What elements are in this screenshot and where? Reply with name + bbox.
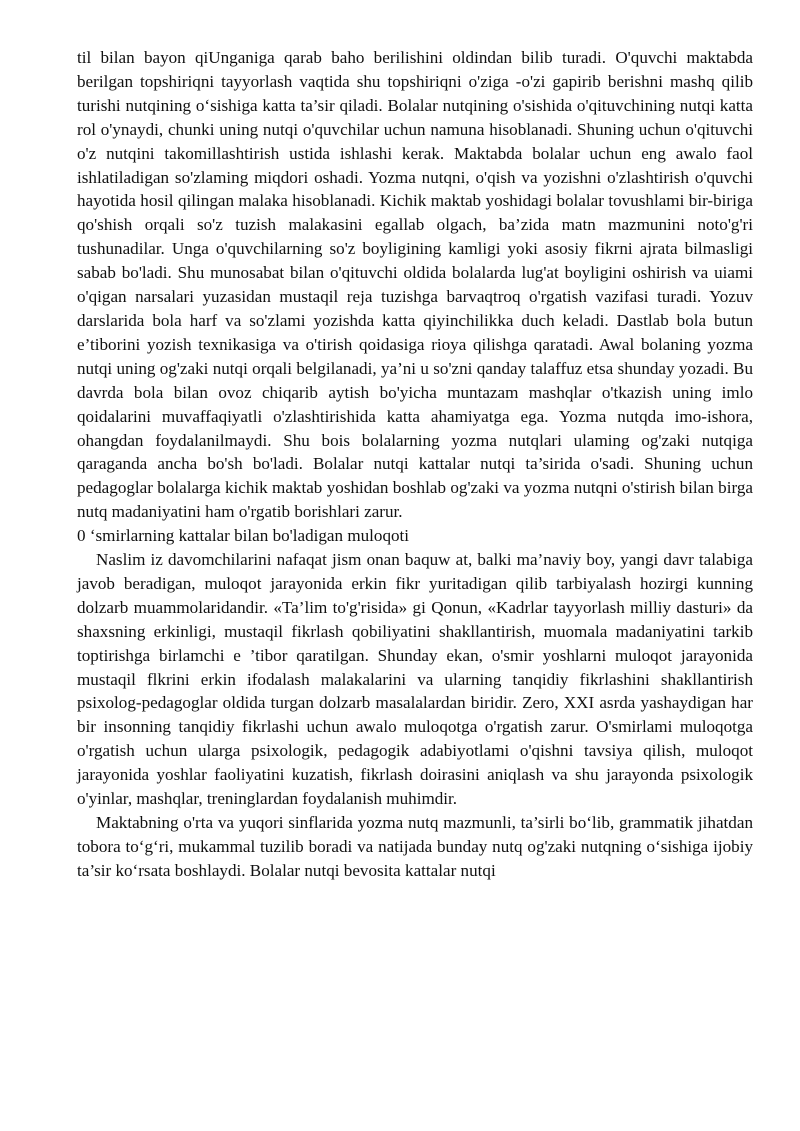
body-paragraph: Naslim iz davomchilarini nafaqat jism onan baquw at, balki ma’naviy boy, yangi davr talabiga javob beradigan, muloqot jarayonida erkin fikr yuritadigan qilib tarbiyalash hozirgi kunning dolzarb muammolaridandir. «Ta’lim to'g'risida» gi Qonun, «Kadrlar tayyorlash milliy dasturi» da shaxsning erkinligi, mustaqil fikrlash qobiliyatini shakllantirish, muomala madaniyatini tarkib toptirishga birlamchi e ’tibor qaratilgan. Shunday ekan, o'smir yoshlarni muloqot jarayonida mustaqil flkrini erkin ifodalash malakalarini va ularning tanqidiy fikrlashini shakllantirish psixolog-pedagoglar oldida turgan dolzarb masalalardan biridir. Zero, XXI asrda yashaydigan har bir insonning tanqidiy fikrlashi uchun awalo muloqotga o'rgatish zarur. O'smirlami muloqotga o'rgatish uchun ularga psixologik, pedagogik adabiyotlami o'qishni tavsiya qilish, muloqot jarayonida yoshlar faoliyatini kuzatish, fikrlash doirasini aniqlash va shu jarayonda psixologik o'yinlar, mashqlar, treninglardan foydalanish muhimdir. bbox=[77, 550, 753, 809]
document-page bbox=[77, 46, 753, 883]
body-paragraph: Maktabning o'rta va yuqori sinflarida yozma nutq mazmunli, ta’sirli bo‘lib, grammatik jihatdan tobora to‘g‘ri, mukammal tuzilib boradi va natijada bunday nutq og'zaki nutqning o‘sishiga ijobiy ta’sir ko‘rsata boshlaydi. Bolalar nutqi bevosita kattalar nutqi bbox=[77, 813, 753, 880]
section-heading: 0 ‘smirlarning kattalar bilan bo'ladigan muloqoti bbox=[77, 526, 410, 546]
body-paragraph: til bilan bayon qiUnganiga qarab baho berilishini oldindan bilib turadi. O'quvchi maktabda berilgan topshiriqni tayyorlash vaqtida shu topshiriqni o'ziga -o'zi gapirib berishni mashq qilib turishi nutqining o‘sishiga katta ta’sir qiladi. Bolalar nutqining o'sishida o'qituvchining nutqi katta rol o'ynaydi, chunki uning nutqi o'quvchilar uchun namuna hisoblanadi. Shuning uchun o'qituvchi o'z nutqini takomillashtirish ustida ishlashi kerak. Maktabda bolalar uchun eng awalo faol ishlatiladigan so'zlaming miqdori oshadi. Yozma nutqni, o'qish va yozishni o'zlashtirish o'quvchi hayotida hosil qilingan malaka hisoblanadi. Kichik maktab yoshidagi bolalar tovushlami bir-biriga qo'shish orqali so'z tuzish malakasini egallab olgach, ba’zida matn mazmunini noto'g'ri tushunadilar. Unga o'quvchilarning so'z boyligining kamligi yoki asosiy fikrni ajrata bilmasligi sabab bo'ladi. Shu munosabat bilan o'qituvchi oldida bolalarda lug'at boyligini oshirish va uiami o'qigan narsalari yuzasidan mustaqil reja tuzishga barvaqtroq o'rgatish vazifasi turadi. Yozuv darslarida bola harf va so'zlami yozishda katta qiyinchilikka duch keladi. Dastlab bola butun e’tiborini yozish texnikasiga va o'tirish qoidasiga rioya qilishga qaratadi. Awal bolaning yozma nutqi uning og'zaki nutqi orqali belgilanadi, ya’ni u so'zni qanday talaffuz etsa shunday yozadi. Bu davrda bola bilan ovoz chiqarib aytish bo'yicha muntazam mashqlar o'tkazish uning imlo qoidalarini muvaffaqiyatli o'zlashtirishida katta ahamiyatga ega. Yozma nutqda imo-ishora, ohangdan foydalanilmaydi. Shu bois bolalarning yozma nutqlari ulaming og'zaki nutqiga qaraganda ancha bo'sh bo'ladi. Bolalar nutqi kattalar nutqi ta’sirida o'sadi. Shuning uchun pedagoglar bolalarga kichik maktab yoshidan boshlab og'zaki va yozma nutqni o'stirish bilan birga nutq madaniyatini ham o'rgatib borishlari zarur. bbox=[77, 48, 753, 522]
